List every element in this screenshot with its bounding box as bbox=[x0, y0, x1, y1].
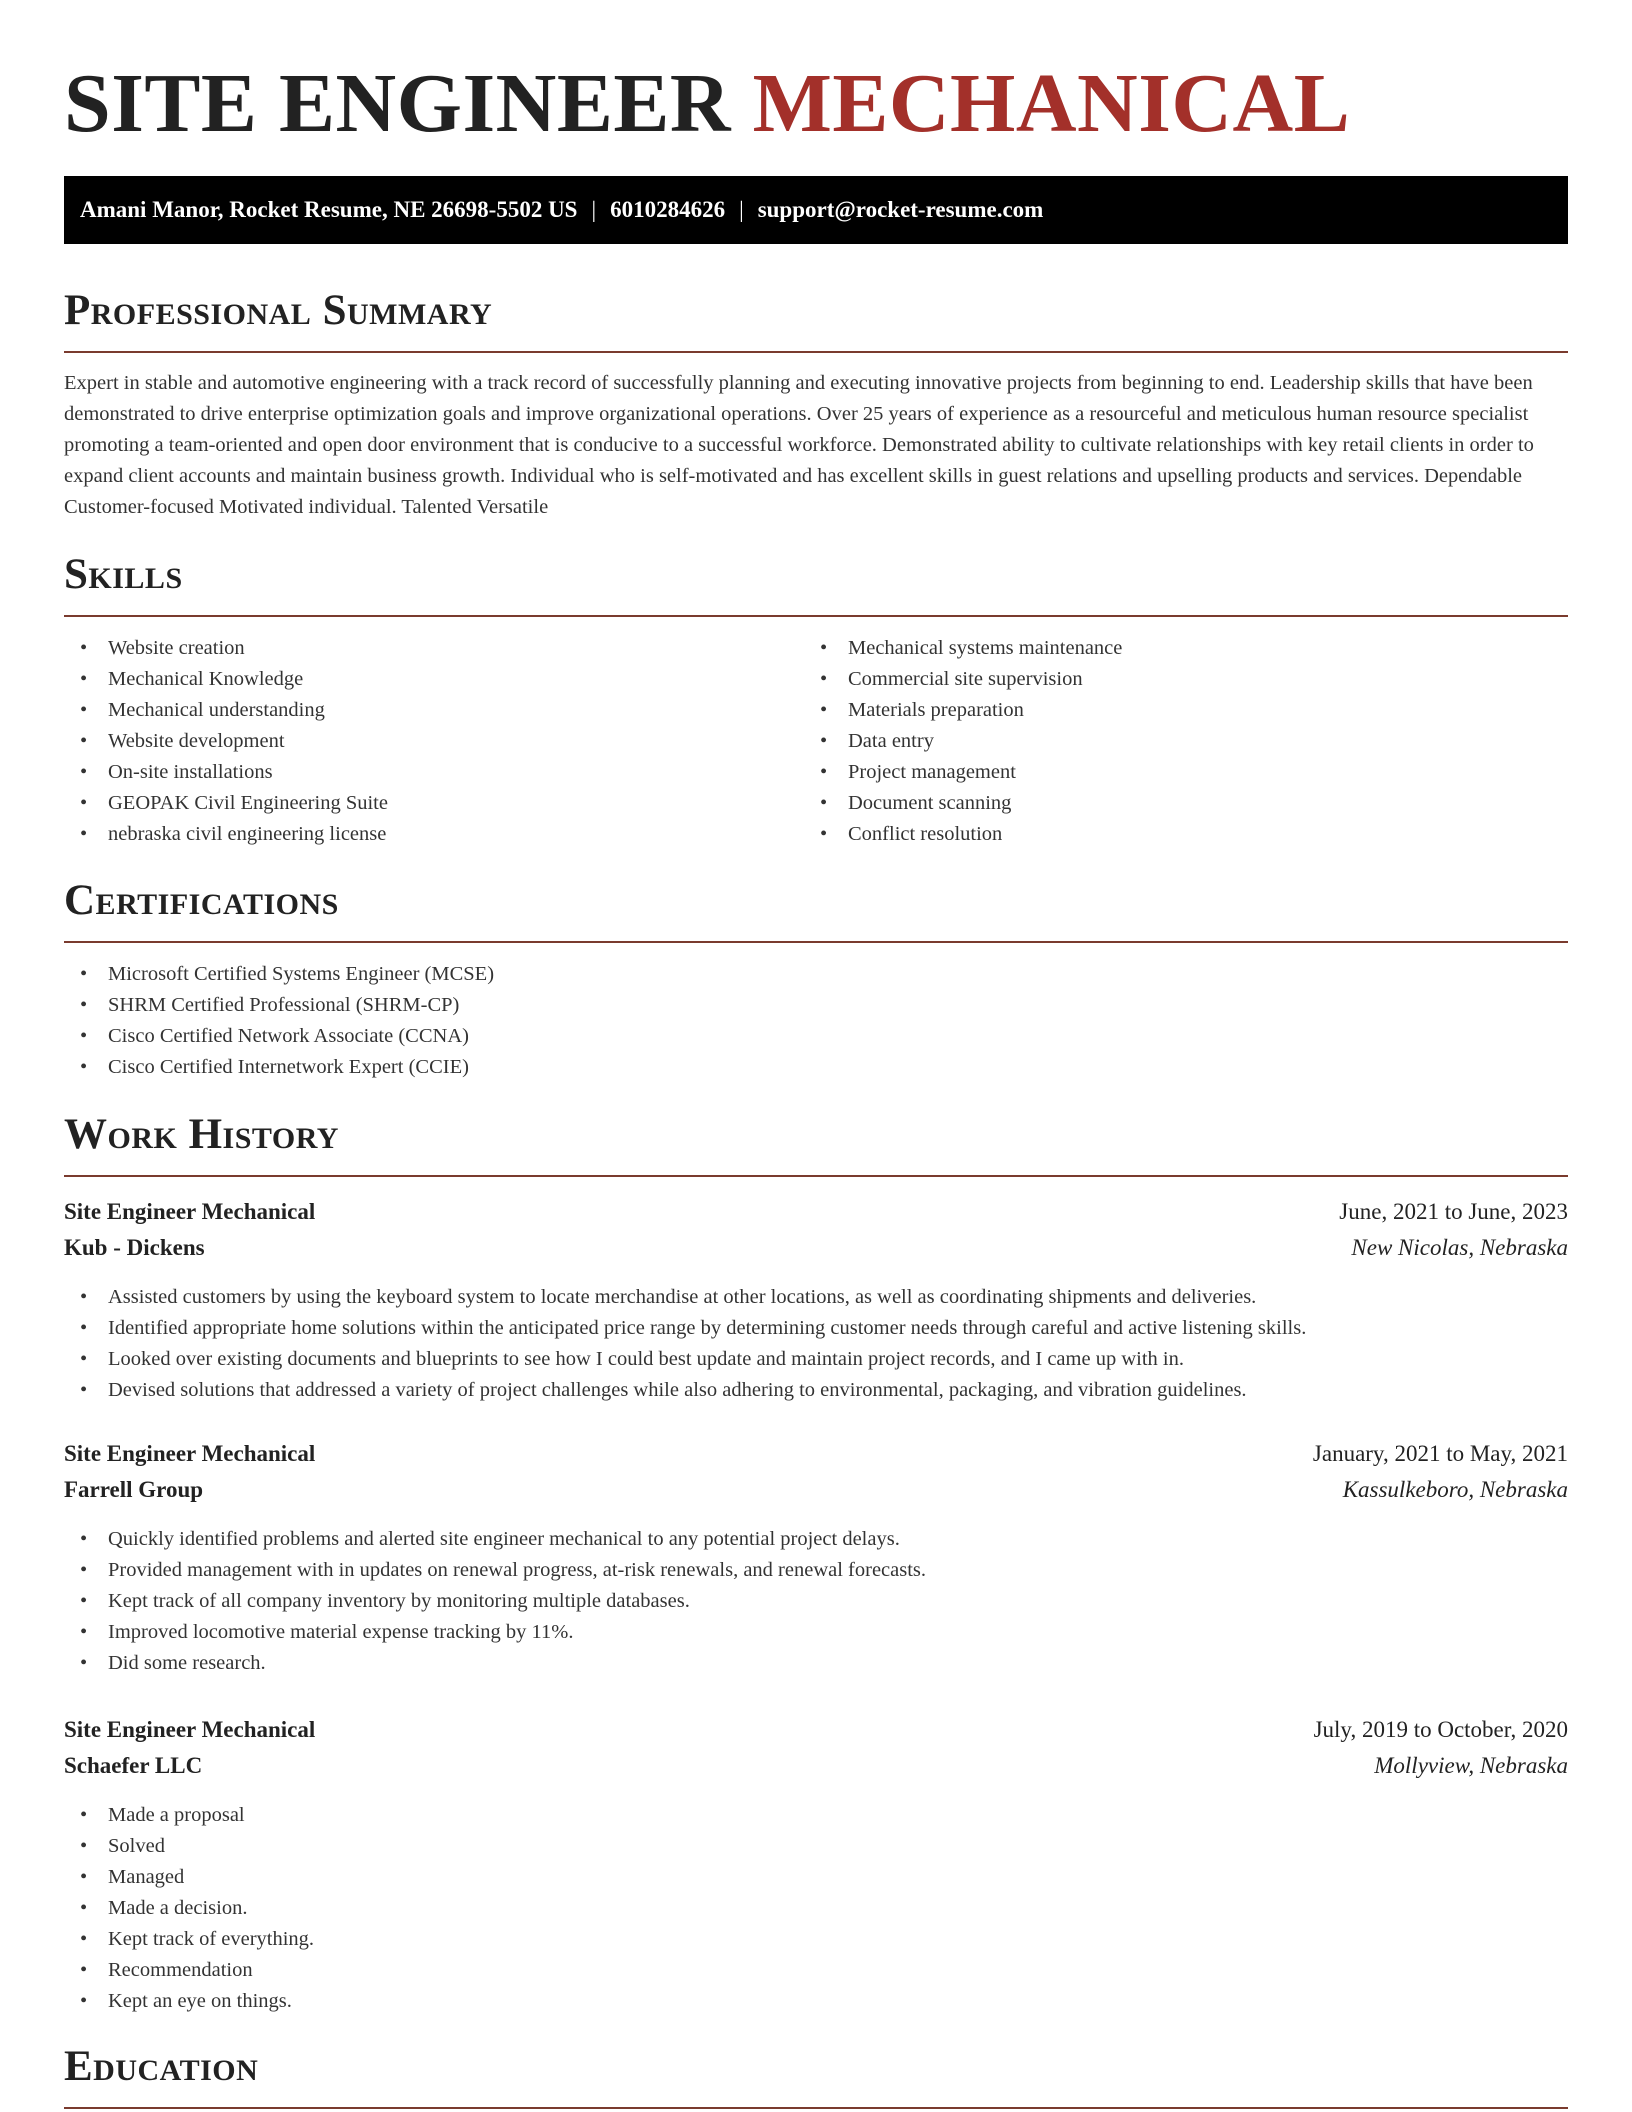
skills-list-left bbox=[64, 633, 804, 850]
skill-item: • Conflict resolution bbox=[804, 819, 1568, 850]
contact-separator: | bbox=[739, 197, 744, 222]
job-bullet: • Assisted customers by using the keyboard system to locate merchandise at other locations, as well as coordinating shipments and deliveries. bbox=[64, 1282, 1568, 1313]
skills-list-right bbox=[804, 633, 1568, 850]
job-title: Site Engineer Mechanical bbox=[64, 1441, 316, 1466]
summary-heading: Professional Summary bbox=[64, 287, 493, 334]
job-company: Schaefer LLC bbox=[64, 1753, 203, 1778]
skill-item: • Mechanical Knowledge bbox=[64, 664, 804, 695]
job-bullet: • Quickly identified problems and alerted site engineer mechanical to any potential project delays. bbox=[64, 1524, 1568, 1555]
job-bullet: • Kept track of everything. bbox=[64, 1924, 1568, 1955]
job-bullet: • Kept track of all company inventory by monitoring multiple databases. bbox=[64, 1586, 1568, 1617]
contact-address: Amani Manor, Rocket Resume, NE 26698-5502 US bbox=[80, 197, 578, 222]
title-role: SITE ENGINEER bbox=[64, 57, 732, 150]
job-bullet: • Managed bbox=[64, 1862, 1568, 1893]
job-bullets bbox=[64, 1282, 1568, 1406]
certification-item: • SHRM Certified Professional (SHRM-CP) bbox=[64, 990, 1568, 1021]
job-title: Site Engineer Mechanical bbox=[64, 1717, 316, 1742]
job-company: Kub - Dickens bbox=[64, 1235, 205, 1260]
job-subheader bbox=[64, 1748, 1568, 1784]
job-bullet: • Recommendation bbox=[64, 1955, 1568, 1986]
job-dates: June, 2021 to June, 2023 bbox=[1339, 1199, 1568, 1224]
job-dates: January, 2021 to May, 2021 bbox=[1312, 1441, 1568, 1466]
job-dates: July, 2019 to October, 2020 bbox=[1313, 1717, 1568, 1742]
summary-text: Expert in stable and automotive engineering with a track record of successfully planning and executing innovative projects from beginning to end. Leadership skills that have been demonstrated to drive enterprise optimization goals and improve organizational operations. Over 25 years of experience as a resourceful and meticulous human resource specialist promoting a team-oriented and open door environment that is conducive to a successful workforce. Demonstrated ability to cultivate relationships with key retail clients in order to expand client accounts and maintain business growth. Individual who is self-motivated and has excellent skills in guest relations and upselling products and services. Dependable Customer-focused Motivated individual. Talented Versatile bbox=[64, 372, 1534, 518]
section-divider bbox=[64, 941, 1568, 943]
job-bullet: • Looked over existing documents and blueprints to see how I could best update and maintain project records, and I came up with in. bbox=[64, 1344, 1568, 1375]
contact-separator: | bbox=[591, 197, 597, 222]
contact-bar bbox=[64, 176, 1568, 244]
certifications-heading: Certifications bbox=[64, 877, 339, 924]
section-divider bbox=[64, 1175, 1568, 1177]
job-bullet: • Identified appropriate home solutions within the anticipated price range by determining customer needs through careful and active listening skills. bbox=[64, 1313, 1568, 1344]
job-company: Farrell Group bbox=[64, 1477, 204, 1502]
job-bullets bbox=[64, 1524, 1568, 1679]
job-location: Kassulkeboro, Nebraska bbox=[1342, 1477, 1568, 1502]
title-discipline: MECHANICAL bbox=[752, 57, 1351, 150]
section-divider bbox=[64, 615, 1568, 617]
skill-item: • nebraska civil engineering license bbox=[64, 819, 804, 850]
certification-item: • Cisco Certified Network Associate (CCNA) bbox=[64, 1021, 1568, 1052]
certifications-list bbox=[64, 959, 1568, 1083]
resume-title bbox=[64, 54, 1350, 154]
work-history-heading: Work History bbox=[64, 1111, 339, 1158]
certification-item: • Microsoft Certified Systems Engineer (MCSE) bbox=[64, 959, 1568, 990]
job-bullet: • Kept an eye on things. bbox=[64, 1986, 1568, 2017]
contact-email[interactable]: support@rocket-resume.com bbox=[757, 197, 1044, 222]
skill-item: • Project management bbox=[804, 757, 1568, 788]
job-bullet: • Made a proposal bbox=[64, 1800, 1568, 1831]
skill-item: • Materials preparation bbox=[804, 695, 1568, 726]
section-divider bbox=[64, 2107, 1568, 2109]
job-title: Site Engineer Mechanical bbox=[64, 1199, 316, 1224]
job-subheader bbox=[64, 1230, 1568, 1266]
section-divider bbox=[64, 351, 1568, 353]
education-heading: Education bbox=[64, 2043, 259, 2090]
skill-item: • On-site installations bbox=[64, 757, 804, 788]
job-bullet: • Made a decision. bbox=[64, 1893, 1568, 1924]
skill-item: • Commercial site supervision bbox=[804, 664, 1568, 695]
skill-item: • GEOPAK Civil Engineering Suite bbox=[64, 788, 804, 819]
job-header bbox=[64, 1436, 1568, 1472]
job-subheader bbox=[64, 1472, 1568, 1508]
certification-item: • Cisco Certified Internetwork Expert (CCIE) bbox=[64, 1052, 1568, 1083]
job-bullet: • Did some research. bbox=[64, 1648, 1568, 1679]
job-header bbox=[64, 1712, 1568, 1748]
skill-item: • Mechanical understanding bbox=[64, 695, 804, 726]
job-header bbox=[64, 1194, 1568, 1230]
job-bullet: • Improved locomotive material expense tracking by 11%. bbox=[64, 1617, 1568, 1648]
job-bullet: • Provided management with in updates on renewal progress, at-risk renewals, and renewal forecasts. bbox=[64, 1555, 1568, 1586]
skill-item: • Data entry bbox=[804, 726, 1568, 757]
job-bullet: • Devised solutions that addressed a variety of project challenges while also adhering to environmental, packaging, and vibration guidelines. bbox=[64, 1375, 1568, 1406]
skill-item: • Website creation bbox=[64, 633, 804, 664]
contact-phone: 6010284626 bbox=[610, 197, 726, 222]
job-location: New Nicolas, Nebraska bbox=[1351, 1235, 1568, 1260]
skills-heading: Skills bbox=[64, 551, 183, 598]
job-location: Mollyview, Nebraska bbox=[1374, 1753, 1568, 1778]
skill-item: • Website development bbox=[64, 726, 804, 757]
skill-item: • Document scanning bbox=[804, 788, 1568, 819]
job-bullet: • Solved bbox=[64, 1831, 1568, 1862]
skill-item: • Mechanical systems maintenance bbox=[804, 633, 1568, 664]
job-bullets bbox=[64, 1800, 1568, 2017]
